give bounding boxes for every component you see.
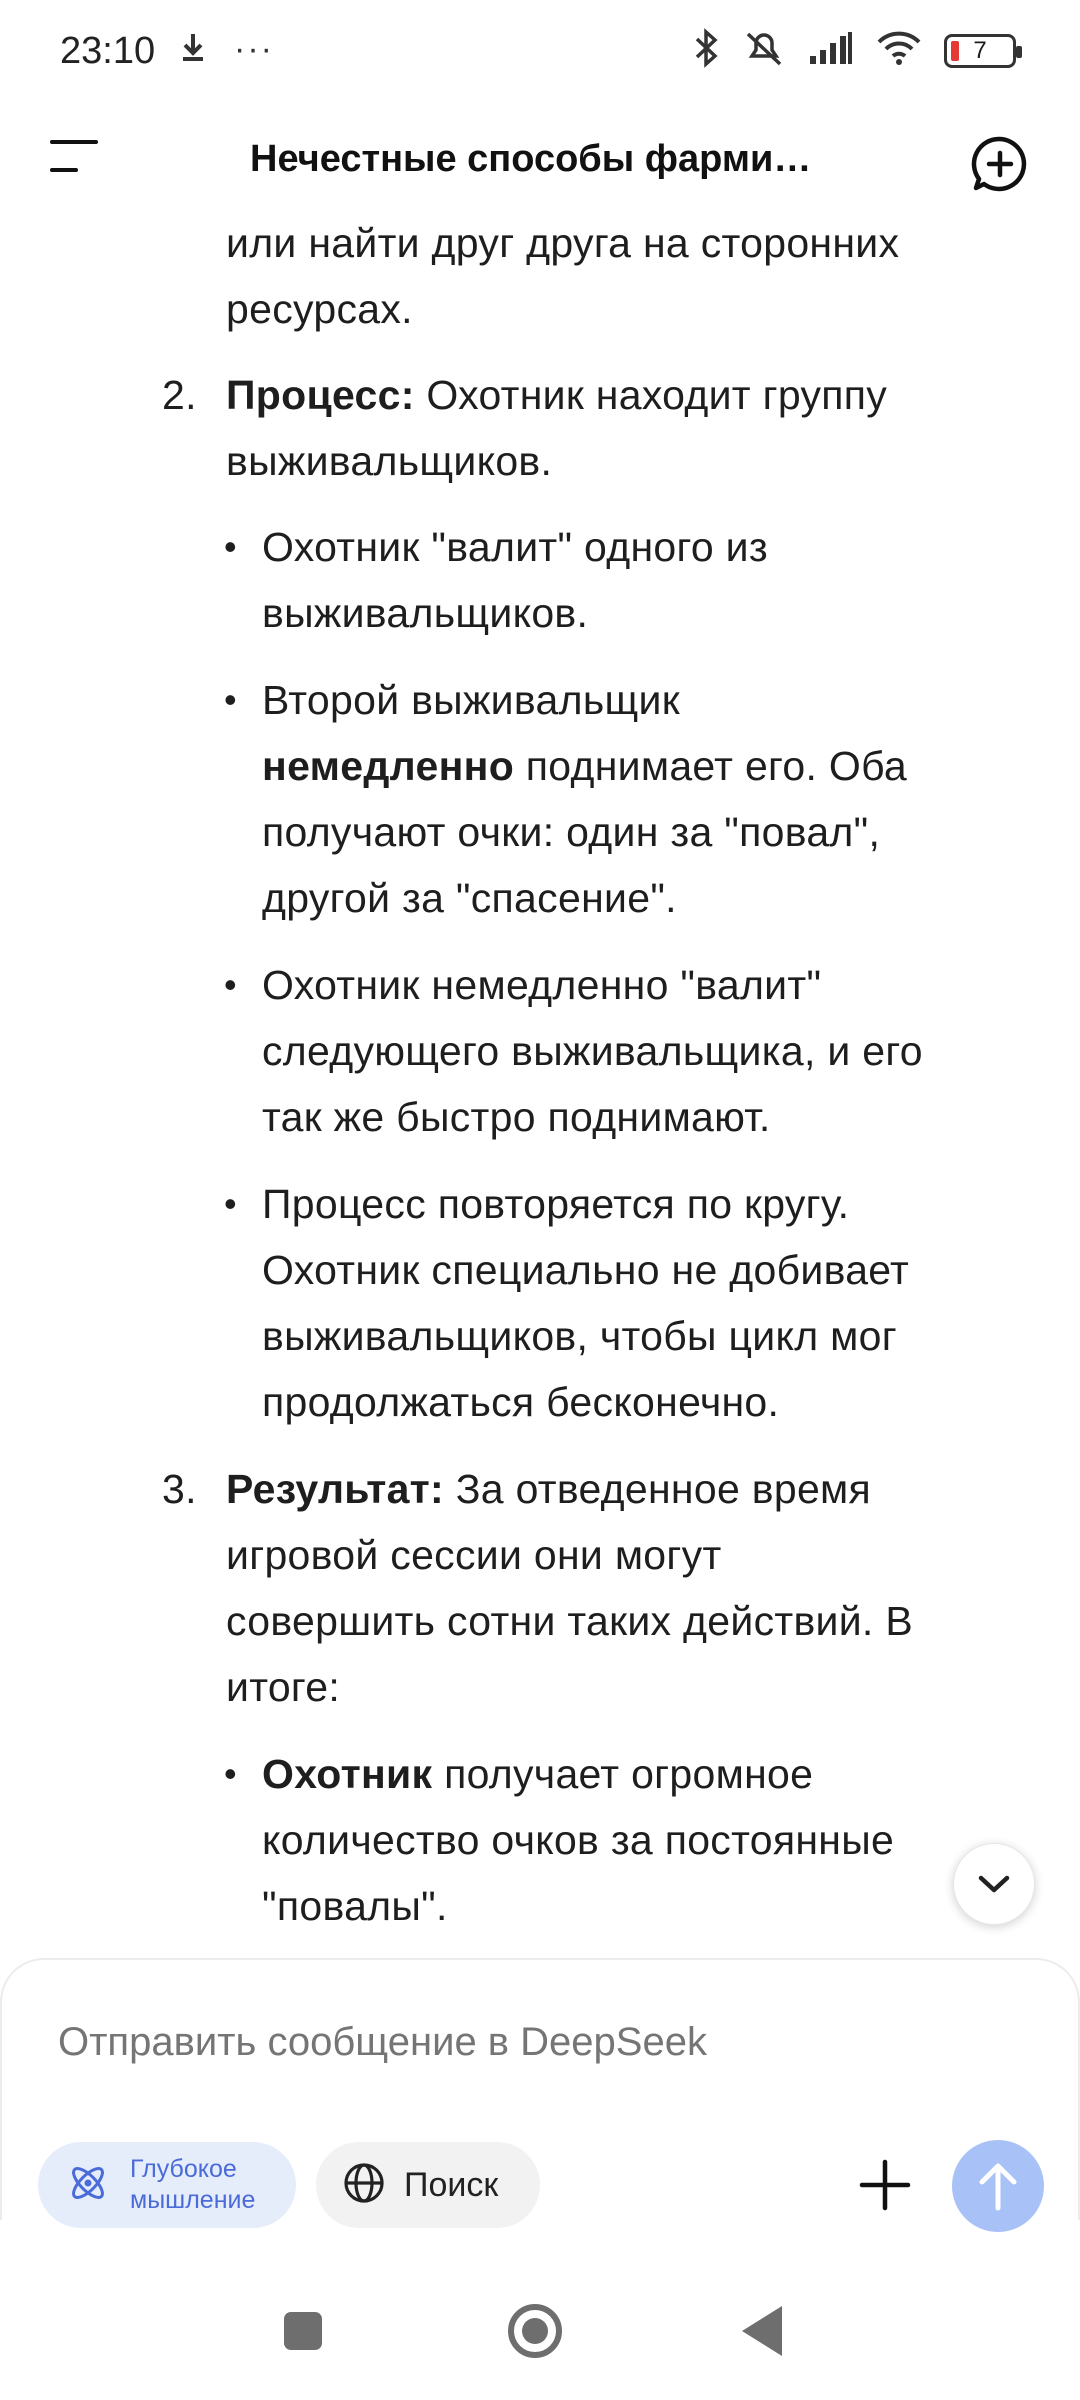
list-number: 2. <box>162 372 197 418</box>
signal-icon <box>808 30 854 71</box>
new-chat-icon[interactable] <box>970 134 1030 194</box>
menu-icon[interactable] <box>50 140 110 184</box>
bullet-icon: • <box>224 526 237 567</box>
deep-think-label: Глубокое мышление <box>130 2155 256 2214</box>
status-time: 23:10 <box>60 30 156 72</box>
system-nav-bar <box>0 2250 1080 2400</box>
deep-think-button[interactable] <box>38 2142 296 2228</box>
battery-level: 7 <box>973 36 987 64</box>
home-button[interactable] <box>508 2304 562 2358</box>
bullet-item: Охотник получает огромное количество очков за постоянные "повалы". <box>262 1751 895 1929</box>
wifi-icon <box>876 30 922 71</box>
more-notifications-icon: ··· <box>234 30 274 68</box>
mute-icon <box>742 28 786 73</box>
scroll-to-bottom-button[interactable] <box>953 1843 1035 1925</box>
list-item-process: Процесс: Охотник находит группу выживальщиков. <box>226 372 888 484</box>
bullet-icon: • <box>224 1753 237 1794</box>
message-composer <box>0 1958 1080 2220</box>
bullet-icon: • <box>224 679 237 720</box>
bullet-icon: • <box>224 1183 237 1224</box>
chat-message <box>0 210 1080 1950</box>
globe-icon <box>342 2161 386 2210</box>
bullet-icon: • <box>224 964 237 1005</box>
status-bar <box>0 0 1080 110</box>
list-number: 3. <box>162 1466 197 1512</box>
back-button[interactable] <box>742 2306 782 2356</box>
list-item-result: Результат: За отведенное время игровой сессии они могут совершить сотни таких действий. В итоге: <box>226 1466 913 1710</box>
bullet-item: Охотник "валит" одного из выживальщиков. <box>262 524 768 636</box>
bullet-item: Второй выживальщик немедленно поднимает его. Оба получают очки: один за "повал", другой за "спасение". <box>262 677 908 921</box>
send-button[interactable] <box>952 2140 1044 2232</box>
bullet-item: Процесс повторяется по кругу. Охотник специально не добивает выживальщиков, чтобы цикл мог продолжаться бесконечно. <box>262 1181 910 1425</box>
chevron-down-icon <box>976 1872 1012 1896</box>
battery-icon <box>944 34 1016 68</box>
message-input[interactable] <box>58 2020 958 2065</box>
arrow-up-icon <box>974 2160 1022 2212</box>
attach-button[interactable] <box>852 2152 918 2218</box>
atom-icon <box>66 2161 110 2210</box>
plus-icon <box>852 2152 918 2218</box>
bluetooth-icon <box>694 28 720 73</box>
recent-apps-button[interactable] <box>284 2312 322 2350</box>
list-item-continuation: или найти друг друга на сторонних ресурсах. <box>226 220 900 332</box>
search-label: Поиск <box>404 2165 499 2204</box>
chat-title[interactable]: Нечестные способы фарми… <box>250 138 812 180</box>
bullet-item: Охотник немедленно "валит" следующего выживальщика, и его так же быстро поднимают. <box>262 962 923 1140</box>
app-header <box>0 110 1080 214</box>
search-button[interactable] <box>316 2142 540 2228</box>
download-icon <box>178 30 208 69</box>
